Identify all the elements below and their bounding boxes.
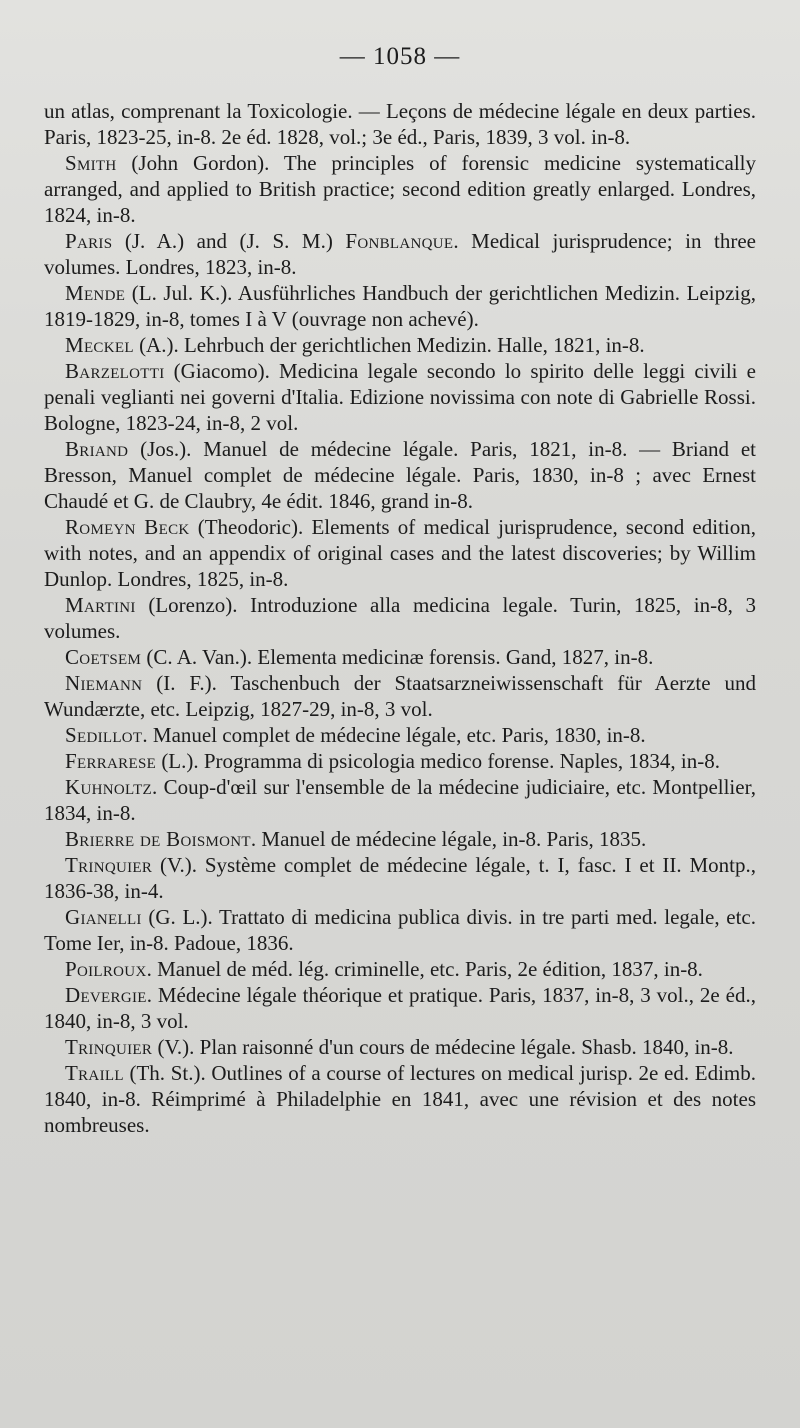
entry-author: Mende: [65, 281, 126, 305]
entry-author: Sedillot: [65, 723, 143, 747]
bibliography-entry: [44, 1034, 756, 1060]
entry-text: (J. A.) and (J. S. M.): [112, 229, 346, 253]
entry-author: Smith: [65, 151, 117, 175]
entry-text: (John Gordon). The principles of forensic medicine systematically arranged, and applied to British practice; second edition greatly enlarged. Londres, 1824, in-8.: [44, 151, 756, 227]
entry-author: Kuhnoltz: [65, 775, 153, 799]
bibliography-entry: [44, 514, 756, 592]
entry-text: (V.). Plan raisonné d'un cours de médecine légale. Shasb. 1840, in-8.: [152, 1035, 734, 1059]
entry-text: (A.). Lehrbuch der gerichtlichen Medizin. Halle, 1821, in-8.: [133, 333, 645, 357]
entry-author: Briand: [65, 437, 129, 461]
entry-text: (V.). Système complet de médecine légale, t. I, fasc. I et II. Montp., 1836-38, in-4.: [44, 853, 756, 903]
entry-text: . Coup-d'œil sur l'ensemble de la médecine judiciaire, etc. Montpellier, 1834, in-8.: [44, 775, 756, 825]
entry-text: (Lorenzo). Introduzione alla medicina legale. Turin, 1825, in-8, 3 volumes.: [44, 593, 756, 643]
entry-author: Barzelotti: [65, 359, 165, 383]
entry-text: (I. F.). Taschenbuch der Staatsarzneiwissenschaft für Aerzte und Wundærzte, etc. Leipzig, 1827-29, in-8, 3 vol.: [44, 671, 756, 721]
entry-text: (L.). Programma di psicologia medico forense. Naples, 1834, in-8.: [156, 749, 721, 773]
entry-author: Traill: [65, 1061, 124, 1085]
entry-text: . Médecine légale théorique et pratique. Paris, 1837, in-8, 3 vol., 2e éd., 1840, in-8, 3 vol.: [44, 983, 756, 1033]
entry-author: Brierre de Boismont: [65, 827, 251, 851]
entry-author: Niemann: [65, 671, 143, 695]
entry-author: Poilroux: [65, 957, 147, 981]
entry-author: Paris: [65, 229, 113, 253]
entry-author: Ferrarese: [65, 749, 157, 773]
entry-text: . Manuel de méd. lég. criminelle, etc. Paris, 2e édition, 1837, in-8.: [146, 957, 703, 981]
bibliography-entry: [44, 280, 756, 332]
entry-author: Gianelli: [65, 905, 142, 929]
bibliography-entry: [44, 748, 756, 774]
bibliography-entry: [44, 644, 756, 670]
entry-text: (Theodoric). Elements of medical jurisprudence, second edition, with notes, and an appendix of original cases and the latest discoveries; by Willim Dunlop. Londres, 1825, in-8.: [44, 515, 756, 591]
entry-text: . Manuel complet de médecine légale, etc. Paris, 1830, in-8.: [142, 723, 646, 747]
entry-author: Trinquier: [65, 1035, 153, 1059]
bibliography-entry: [44, 722, 756, 748]
bibliography-entry: [44, 436, 756, 514]
entry-text: (C. A. Van.). Elementa medicinæ forensis. Gand, 1827, in-8.: [141, 645, 654, 669]
bibliography-entry: [44, 150, 756, 228]
bibliography-entry: [44, 956, 756, 982]
entry-author: Romeyn Beck: [65, 515, 190, 539]
bibliography-list: [44, 98, 756, 1138]
bibliography-entry: [44, 670, 756, 722]
entry-text: . Manuel de médecine légale, in-8. Paris, 1835.: [250, 827, 647, 851]
bibliography-entry: [44, 826, 756, 852]
bibliography-entry: [44, 228, 756, 280]
entry-author: Coetsem: [65, 645, 142, 669]
bibliography-entry: [44, 852, 756, 904]
entry-author: Trinquier: [65, 853, 153, 877]
entry-author: Martini: [65, 593, 136, 617]
entry-text: (G. L.). Trattato di medicina publica divis. in tre parti med. legale, etc. Tome Ier, in-8. Padoue, 1836.: [44, 905, 756, 955]
bibliography-entry: [44, 592, 756, 644]
entry-text: (Jos.). Manuel de médecine légale. Paris, 1821, in-8. — Briand et Bresson, Manuel complet de médecine légale. Paris, 1830, in-8 ; avec Ernest Chaudé et G. de Claubry, 4e édit. 1846, grand in-8.: [44, 437, 756, 513]
bibliography-entry: [44, 982, 756, 1034]
entry-author: Meckel: [65, 333, 134, 357]
bibliography-entry: [44, 1060, 756, 1138]
bibliography-entry: [44, 774, 756, 826]
bibliography-entry: [44, 904, 756, 956]
bibliography-entry: [44, 358, 756, 436]
page-number: — 1058 —: [339, 43, 461, 70]
entry-text: . Medical jurisprudence; in three volumes. Londres, 1823, in-8.: [44, 229, 756, 279]
entry-coauthor: Fonblanque: [345, 229, 454, 253]
entry-text: (Th. St.). Outlines of a course of lectures on medical jurisp. 2e ed. Edimb. 1840, in-8. Réimprimé à Philadelphie en 1841, avec une révision et des notes nombreuses.: [44, 1061, 756, 1137]
entry-author: Devergie: [65, 983, 147, 1007]
entry-text: (Giacomo). Medicina legale secondo lo spirito delle leggi civili e penali veglianti nei governi d'Italia. Edizione novissima con note di Gabrielle Rossi. Bologne, 1823-24, in-8, 2 vol.: [44, 359, 756, 435]
bibliography-entry: [44, 332, 756, 358]
entry-text: (L. Jul. K.). Ausführliches Handbuch der gerichtlichen Medizin. Leipzig, 1819-1829, in-8, tomes I à V (ouvrage non achevé).: [44, 281, 756, 331]
intro-paragraph: un atlas, comprenant la Toxicologie. — Leçons de médecine légale en deux parties. Paris, 1823-25, in-8. 2e éd. 1828, vol.; 3e éd., Paris, 1839, 3 vol. in-8.: [44, 99, 756, 149]
